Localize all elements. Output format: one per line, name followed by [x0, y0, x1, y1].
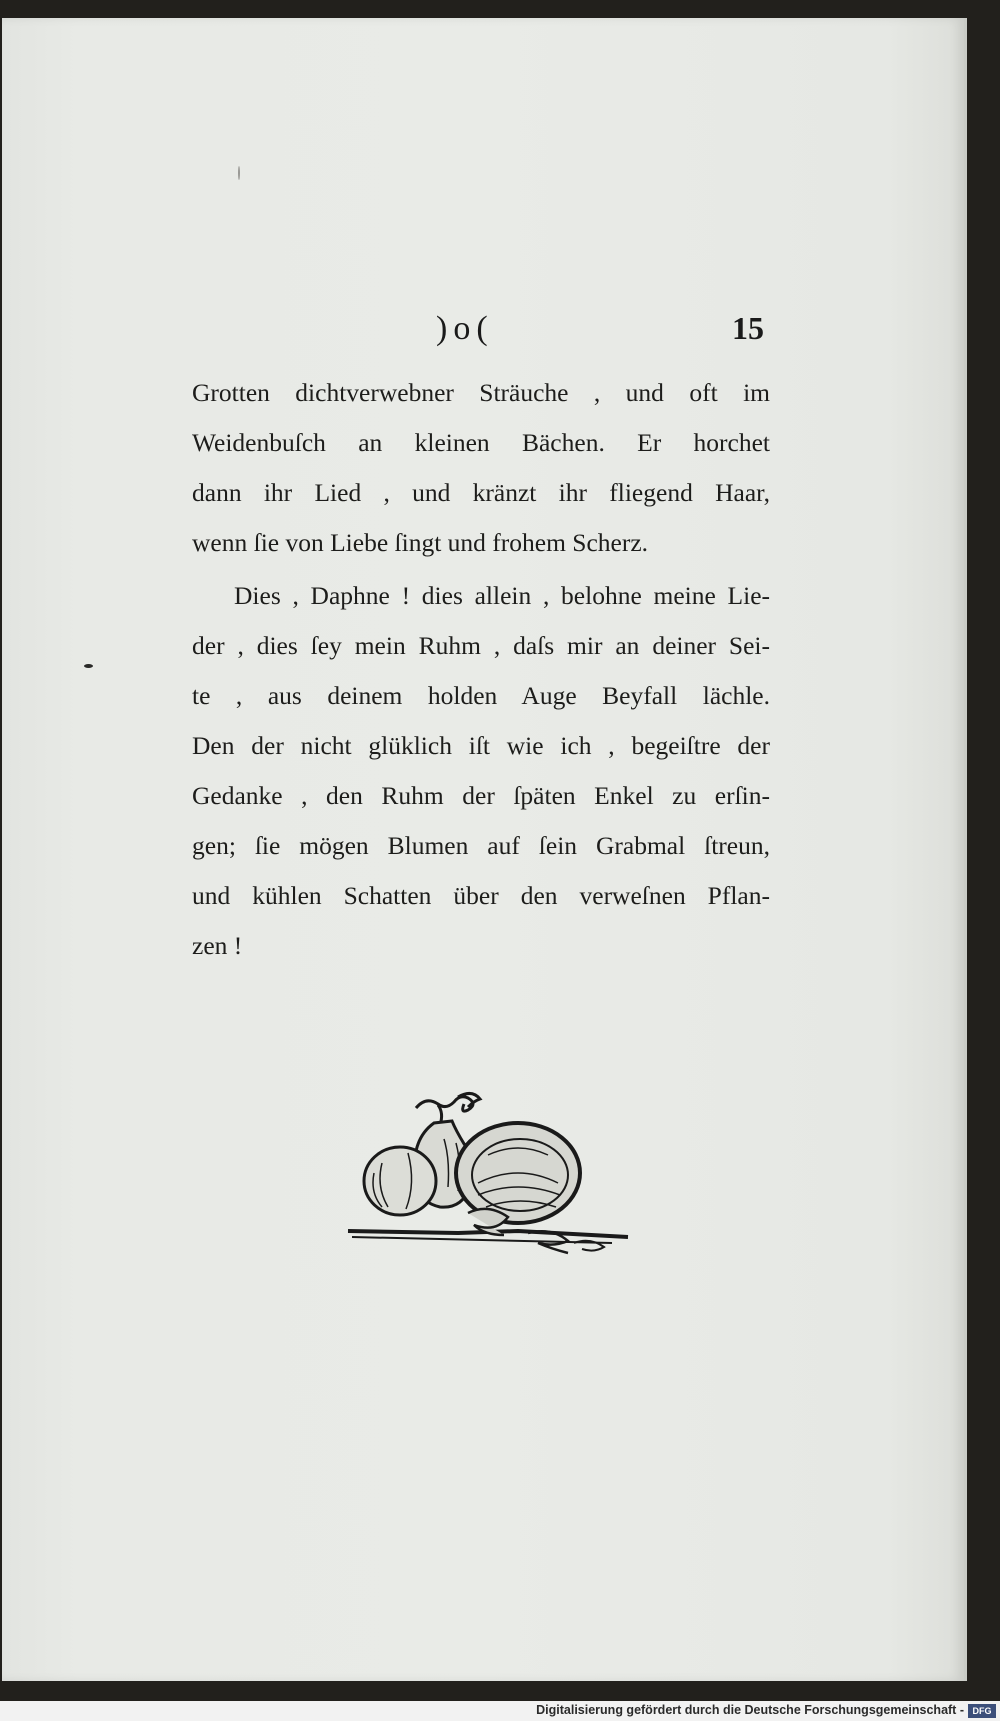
text-line: Gedanke , den Ruhm der ſpäten Enkel zu erſin-: [192, 781, 770, 810]
book-page: [2, 18, 967, 1681]
text-line: gen; ſie mögen Blumen auf ſein Grabmal ſtreun,: [192, 831, 770, 860]
ink-speck: [238, 166, 240, 180]
ink-speck: [84, 664, 93, 668]
digitization-footer: [0, 1701, 1000, 1721]
text-line: te , aus deinem holden Auge Beyfall lächle.: [192, 681, 770, 710]
page-number: 15: [732, 310, 764, 346]
text-line: Dies , Daphne ! dies allein , belohne meine Lie-: [234, 581, 770, 610]
text-line: zen !: [192, 931, 243, 960]
text-line: und kühlen Schatten über den verweſnen Pflan-: [192, 881, 770, 910]
text-line: Grotten dichtverwebner Sträuche , und oft im: [192, 378, 770, 407]
text-line: der , dies ſey mein Ruhm , daſs mir an deiner Sei-: [192, 631, 770, 660]
body-text: [192, 368, 770, 971]
text-line: Den der nicht glüklich iſt wie ich , begeiſtre der: [192, 731, 770, 760]
footer-credit: Digitalisierung gefördert durch die Deutsche Forschungsgemeinschaft -: [536, 1703, 964, 1717]
text-line: Weidenbuſch an kleinen Bächen. Er horchet: [192, 428, 770, 457]
page-header: [2, 310, 964, 350]
dfg-logo-icon: DFG: [968, 1704, 996, 1718]
running-head: )o(: [436, 310, 494, 347]
text-line: wenn ſie von Liebe ſingt und frohem Scherz.: [192, 528, 649, 557]
fruit-vignette-icon: [338, 1083, 638, 1273]
text-line: dann ihr Lied , und kränzt ihr fliegend Haar,: [192, 478, 770, 507]
